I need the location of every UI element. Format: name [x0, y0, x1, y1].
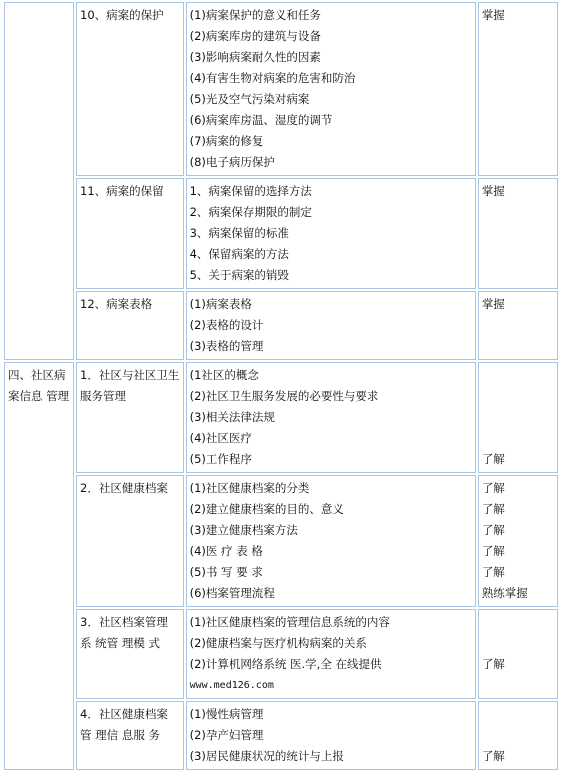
items-cell	[186, 475, 476, 607]
list-item: (7)病案的修复	[189, 134, 264, 148]
list-item: (4)社区医疗	[189, 431, 252, 445]
section-label: 四、社区病案信息 管理	[8, 368, 70, 403]
level-cell	[478, 475, 558, 607]
list-item: (3)居民健康状况的统计与上报	[189, 749, 344, 763]
list-item: (8)电子病历保护	[189, 155, 275, 169]
topic-label: 4．社区健康档案 管 理信 息服 务	[80, 707, 168, 742]
list-item: 3、病案保留的标准	[189, 226, 289, 240]
level-label: 了解	[481, 544, 505, 558]
level-label: 了解	[481, 481, 505, 495]
level-cell	[478, 291, 558, 360]
table-row	[4, 701, 558, 770]
table-row	[4, 475, 558, 607]
topic-cell	[76, 178, 184, 289]
list-item: 2、病案保存期限的制定	[189, 205, 312, 219]
level-cell	[478, 178, 558, 289]
list-item: (1)慢性病管理	[189, 707, 264, 721]
topic-cell	[76, 475, 184, 607]
topic-label: 11、病案的保留	[80, 184, 164, 198]
level-label: 了解	[481, 749, 505, 763]
watermark-text: www.med126.com	[189, 680, 274, 691]
topic-cell	[76, 701, 184, 770]
list-item: (2)表格的设计	[189, 318, 264, 332]
table-row	[4, 291, 558, 360]
list-item: (6)病案库房温、湿度的调节	[189, 113, 333, 127]
level-label: 了解	[481, 565, 505, 579]
list-item: (2)计算机网络系统 医.学,全 在线提供	[189, 657, 382, 671]
list-item: (1)社区健康档案的分类	[189, 481, 310, 495]
items-cell	[186, 701, 476, 770]
level-label: 掌握	[481, 184, 505, 198]
list-item: (1)病案保护的意义和任务	[189, 8, 321, 22]
table-row	[4, 178, 558, 289]
level-cell	[478, 362, 558, 473]
list-item: (2)孕产妇管理	[189, 728, 264, 742]
level-label: 了解	[481, 452, 505, 466]
list-item: (3)表格的管理	[189, 339, 264, 353]
level-label: 了解	[481, 523, 505, 537]
level-label: 熟练掌握	[481, 586, 528, 600]
table-row	[4, 362, 558, 473]
level-label: 了解	[481, 502, 505, 516]
list-item: (4)医 疗 表 格	[189, 544, 263, 558]
list-item: 5、关于病案的销毁	[189, 268, 289, 282]
level-cell	[478, 609, 558, 699]
list-item: (4)有害生物对病案的危害和防治	[189, 71, 356, 85]
list-item: (5)工作程序	[189, 452, 252, 466]
list-item: 4、保留病案的方法	[189, 247, 289, 261]
list-item: (3)相关法律法规	[189, 410, 275, 424]
syllabus-table	[2, 0, 560, 772]
items-cell	[186, 609, 476, 699]
list-item: (2)社区卫生服务发展的必要性与要求	[189, 389, 379, 403]
topic-label: 12、病案表格	[80, 297, 153, 311]
list-item: (6)档案管理流程	[189, 586, 275, 600]
topic-cell	[76, 362, 184, 473]
topic-cell	[76, 2, 184, 176]
level-label: 掌握	[481, 297, 505, 311]
items-cell	[186, 178, 476, 289]
topic-label: 2．社区健康档案	[80, 481, 168, 495]
list-item: (5)书 写 要 求	[189, 565, 263, 579]
table-row	[4, 609, 558, 699]
list-item: (1)病案表格	[189, 297, 252, 311]
table-row	[4, 2, 558, 176]
list-item: (3)建立健康档案方法	[189, 523, 298, 537]
list-item: (2)建立健康档案的目的、意义	[189, 502, 344, 516]
level-cell	[478, 2, 558, 176]
items-cell	[186, 362, 476, 473]
list-item: (1)社区健康档案的管理信息系统的内容	[189, 615, 390, 629]
list-item: (2)病案库房的建筑与设备	[189, 29, 321, 43]
list-item: (5)光及空气污染对病案	[189, 92, 310, 106]
level-label: 掌握	[481, 8, 505, 22]
level-label: 了解	[481, 657, 505, 671]
topic-label: 10、病案的保护	[80, 8, 164, 22]
list-item: (2)健康档案与医疗机构病案的关系	[189, 636, 367, 650]
topic-label: 1．社区与社区卫生服务管理	[80, 368, 180, 403]
section-cell	[4, 2, 74, 360]
topic-cell	[76, 291, 184, 360]
topic-cell	[76, 609, 184, 699]
items-cell	[186, 2, 476, 176]
level-cell	[478, 701, 558, 770]
section-cell	[4, 362, 74, 770]
list-item: (1社区的概念	[189, 368, 259, 382]
list-item: 1、病案保留的选择方法	[189, 184, 312, 198]
list-item: (3)影响病案耐久性的因素	[189, 50, 321, 64]
topic-label: 3．社区档案管理 系 统管 理模 式	[80, 615, 168, 650]
items-cell	[186, 291, 476, 360]
